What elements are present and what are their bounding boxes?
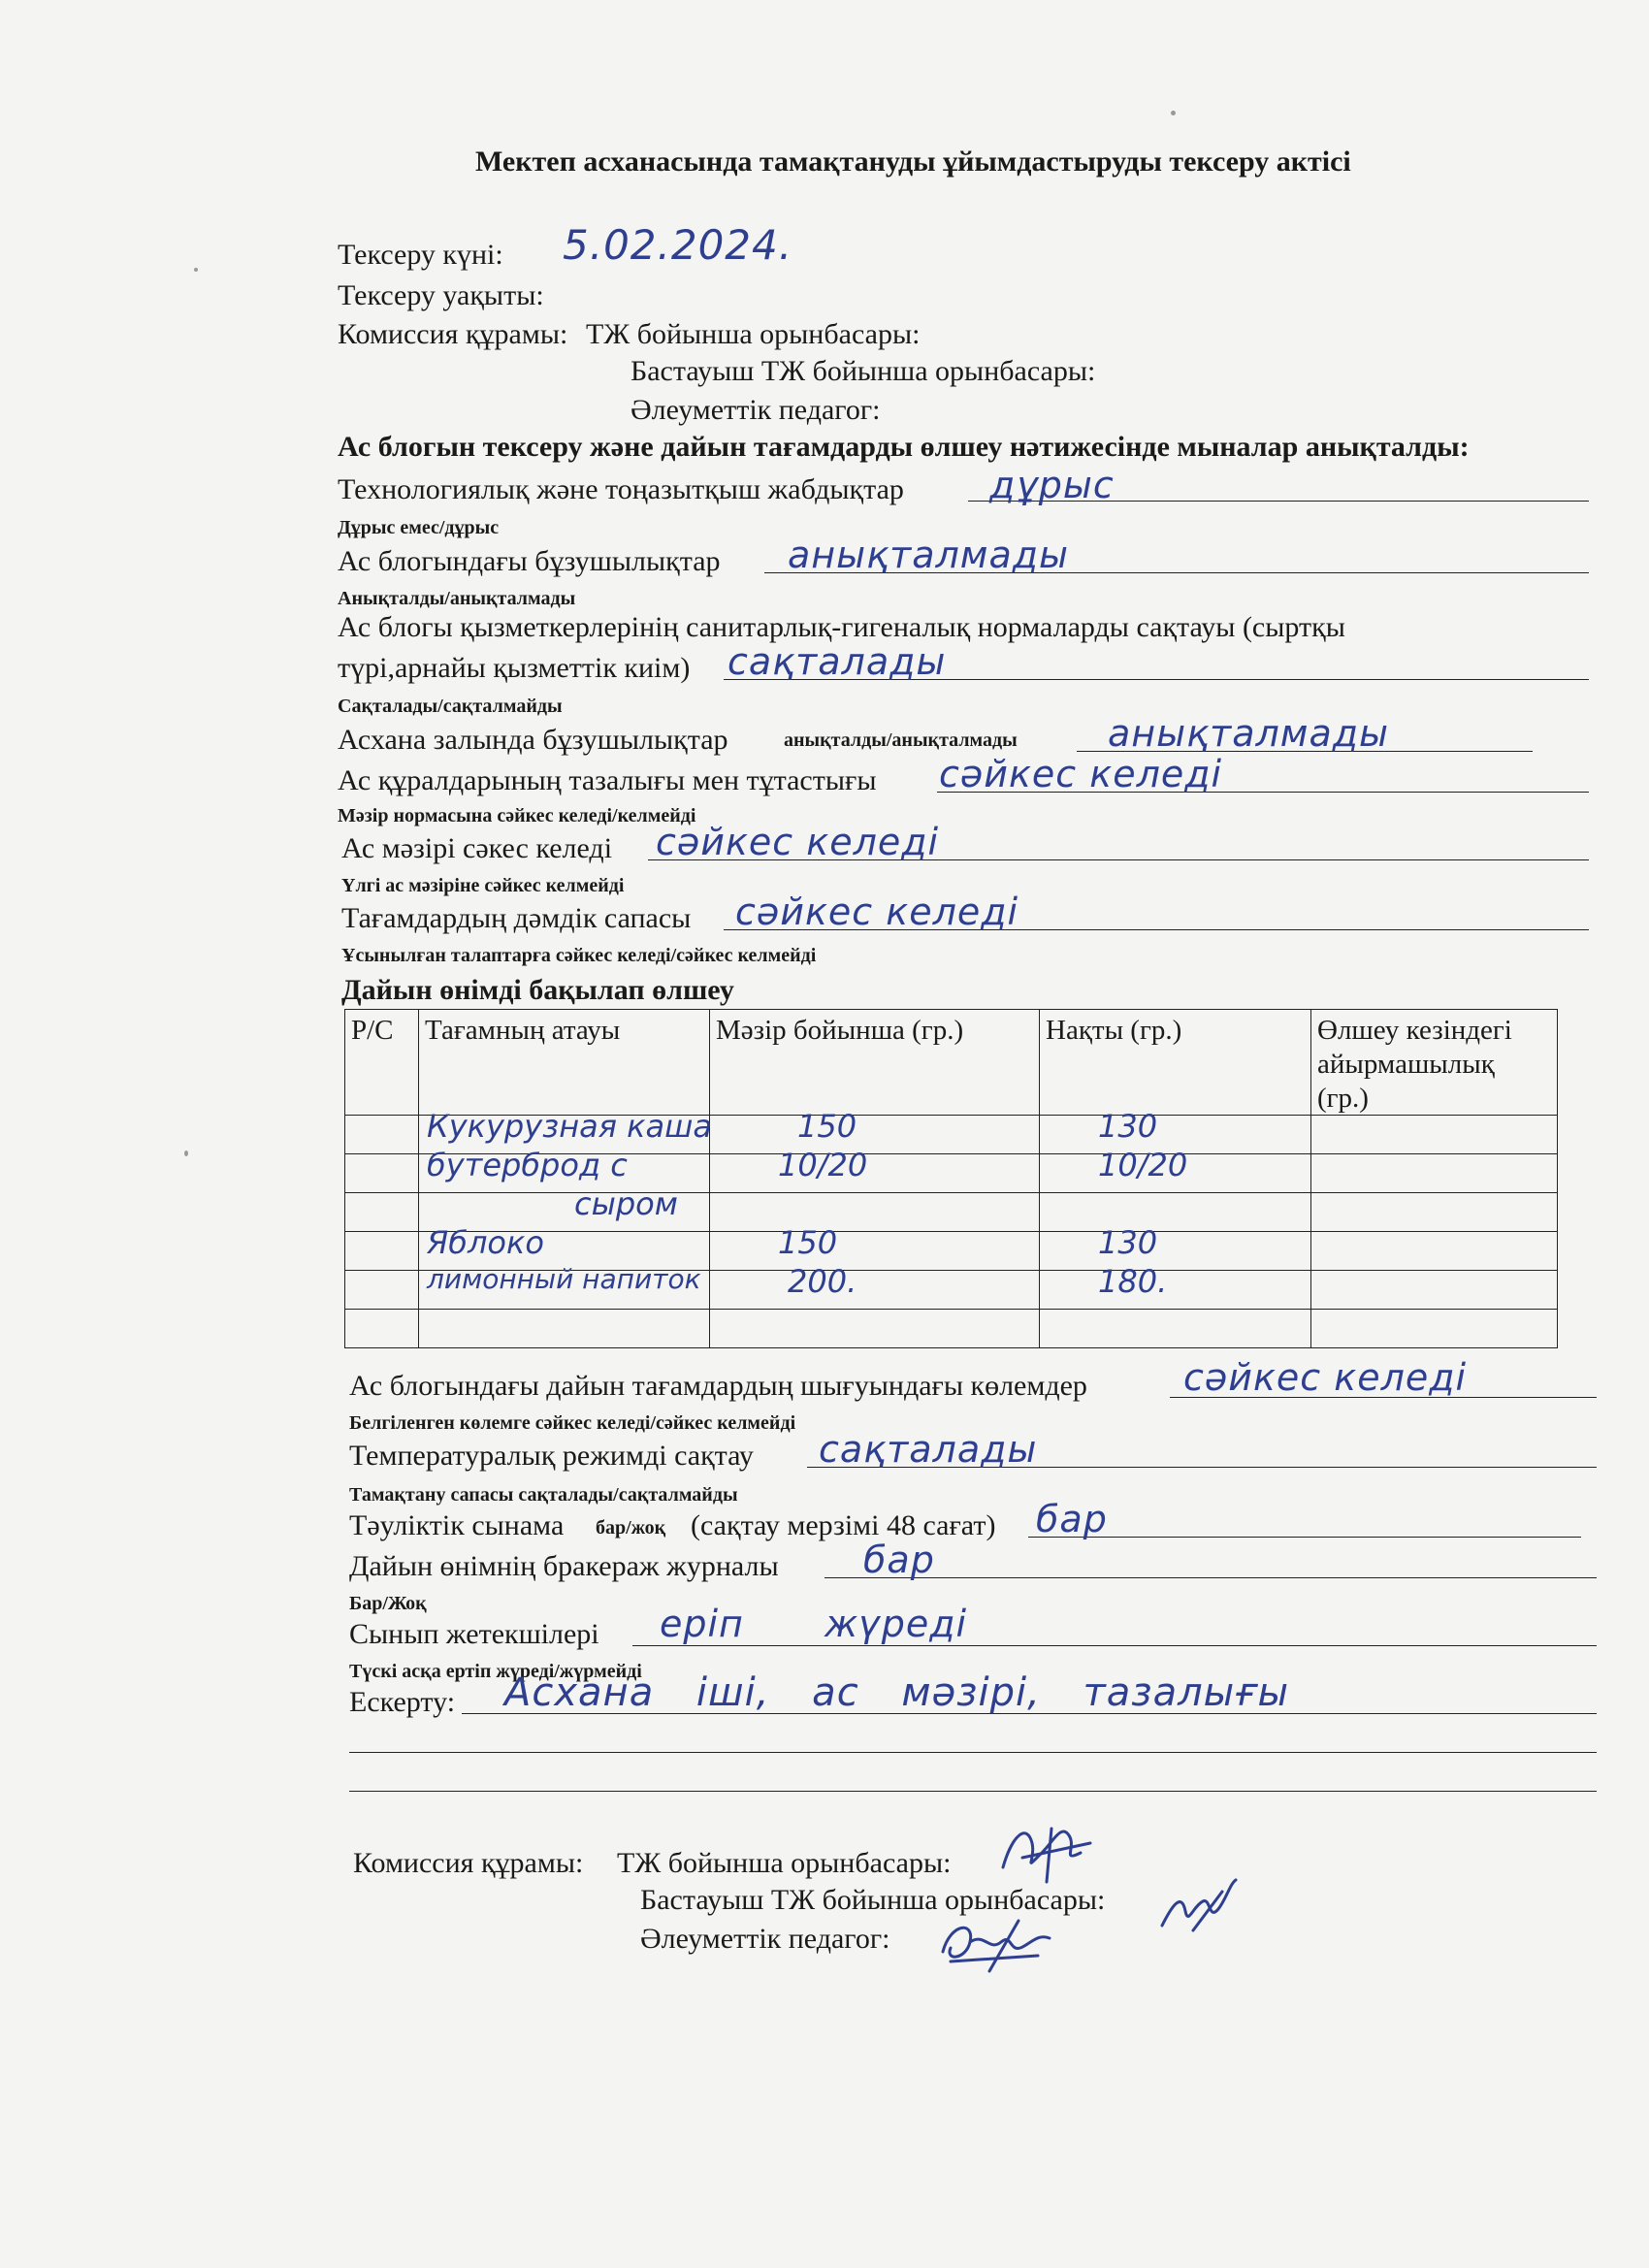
table-cell <box>345 1154 419 1193</box>
section-heading: Ас блогын тексеру және дайын тағамдарды өлшеу нәтижесінде мыналар анықталды: <box>338 431 1470 463</box>
temperature-label: Температуралық режимді сақтау <box>349 1440 754 1472</box>
table-cell <box>345 1310 419 1348</box>
sample-line <box>1028 1537 1581 1538</box>
note-label: Ескерту: <box>349 1686 456 1718</box>
table-cell <box>1311 1193 1558 1232</box>
time-label: Тексеру уақыты: <box>338 279 544 311</box>
hall-label-small: анықталды/анықталмады <box>784 729 1018 751</box>
date-label: Тексеру күні: <box>338 239 503 271</box>
sample-label-small: бар/жоқ <box>596 1517 666 1539</box>
table-cell: 200. <box>710 1271 1040 1310</box>
violations-value-handwritten: анықталмады <box>788 534 1070 576</box>
table-cell: 10/20 <box>1040 1154 1311 1193</box>
table-cell <box>345 1116 419 1154</box>
commission-member-3: Әлеуметтік педагог: <box>630 394 881 426</box>
table-cell: 150 <box>710 1116 1040 1154</box>
table-cell <box>345 1193 419 1232</box>
table-cell <box>1311 1310 1558 1348</box>
taste-label: Тағамдардың дәмдік сапасы <box>341 902 692 934</box>
footer-member-3: Әлеуметтік педагог: <box>640 1923 890 1955</box>
table-cell: 130 <box>1040 1232 1311 1271</box>
sample-label-retention: (сақтау мерзімі 48 сағат) <box>691 1509 996 1541</box>
table-cell: Яблоко <box>419 1232 710 1271</box>
signature-3 <box>931 1913 1057 1981</box>
commission-label: Комиссия құрамы: <box>338 318 568 350</box>
hall-label: Асхана залында бұзушылықтар <box>338 724 728 756</box>
table-cell <box>1311 1116 1558 1154</box>
table-cell: 180. <box>1040 1271 1311 1310</box>
measurement-table <box>344 1009 1558 1348</box>
measure-heading: Дайын өнімді бақылап өлшеу <box>341 974 734 1006</box>
table-cell <box>1040 1310 1311 1348</box>
temperature-value-handwritten: сақталады <box>819 1428 1038 1471</box>
note-line-3 <box>349 1791 1597 1792</box>
table-row <box>345 1310 1558 1348</box>
table-row <box>345 1154 1558 1193</box>
table-cell <box>345 1271 419 1310</box>
scan-speck <box>194 268 198 272</box>
taste-value-handwritten: сәйкес келеді <box>735 891 1019 933</box>
commission-member-2: Бастауыш ТЖ бойынша орынбасары: <box>630 355 1096 387</box>
menu-hint: Үлгі ас мәзіріне сәйкес келмейді <box>341 875 625 896</box>
utensils-label: Ас құралдарының тазалығы мен тұтастығы <box>338 764 877 796</box>
table-cell: бутерброд с <box>419 1154 710 1193</box>
table-cell <box>419 1310 710 1348</box>
hall-value-handwritten: анықталмады <box>1108 712 1390 755</box>
table-cell: Кукурузная каша <box>419 1116 710 1154</box>
date-value-handwritten: 5.02.2024. <box>563 221 793 269</box>
teachers-hint: Түскі асқа ертіп жүреді/жүрмейді <box>349 1661 642 1682</box>
violations-label: Ас блогындағы бұзушылықтар <box>338 545 721 577</box>
column-header: Өлшеу кезіндегі айырмашылық (гр.) <box>1311 1010 1558 1116</box>
column-header: Тағамның атауы <box>419 1010 710 1116</box>
signature-1 <box>993 1814 1100 1892</box>
equipment-label: Технологиялық және тоңазытқыш жабдықтар <box>338 473 904 505</box>
table-cell <box>710 1193 1040 1232</box>
violations-hint: Анықталды/анықталмады <box>338 588 576 609</box>
journal-value-handwritten: бар <box>863 1539 935 1581</box>
menu-label: Ас мәзірі сәкес келеді <box>341 832 613 864</box>
signature-2 <box>1154 1872 1242 1940</box>
sanitary-label-line2: түрі,арнайы қызметтік киім) <box>338 652 691 684</box>
note-value-handwritten: Асхана іші, ас мәзірі, тазалығы <box>504 1670 1290 1715</box>
journal-label: Дайын өнімнің бракераж журналы <box>349 1550 779 1582</box>
column-header: Нақты (гр.) <box>1040 1010 1311 1116</box>
table-cell <box>710 1310 1040 1348</box>
footer-member-1: ТЖ бойынша орынбасары: <box>617 1847 952 1879</box>
menu-value-handwritten: сәйкес келеді <box>656 821 940 863</box>
table-header-row <box>345 1010 1558 1116</box>
output-value-handwritten: сәйкес келеді <box>1183 1356 1468 1399</box>
equipment-value-handwritten: дұрыс <box>989 464 1115 506</box>
sanitary-value-handwritten: сақталады <box>728 640 947 683</box>
equipment-hint: Дұрыс емес/дұрыс <box>338 517 500 538</box>
teachers-line <box>632 1645 1597 1646</box>
taste-hint: Ұсынылған талаптарға сәйкес келеді/сәйкес келмейді <box>341 945 817 966</box>
table-row <box>345 1271 1558 1310</box>
scan-speck <box>184 1150 188 1156</box>
teachers-label: Сынып жетекшілері <box>349 1618 599 1650</box>
sanitary-hint: Сақталады/сақталмайды <box>338 696 563 717</box>
note-line-2 <box>349 1752 1597 1753</box>
document-title: Мектеп асханасында тамақтануды ұйымдастыруды тексеру актісі <box>475 146 1351 178</box>
table-cell: сыром <box>419 1193 710 1232</box>
utensils-hint: Мәзір нормасына сәйкес келеді/келмейді <box>338 805 696 826</box>
column-header: Р/С <box>345 1010 419 1116</box>
output-hint: Белгіленген көлемге сәйкес келеді/сәйкес келмейді <box>349 1412 796 1434</box>
table-cell: лимонный напиток <box>419 1271 710 1310</box>
table-cell: 130 <box>1040 1116 1311 1154</box>
table-cell <box>1311 1232 1558 1271</box>
utensils-value-handwritten: сәйкес келеді <box>939 753 1223 795</box>
sample-label: Тәуліктік сынама <box>349 1509 565 1541</box>
footer-commission-label: Комиссия құрамы: <box>353 1847 584 1879</box>
sanitary-label-line1: Ас блогы қызметкерлерінің санитарлық-гигеналық нормаларды сақтауы (сыртқы <box>338 611 1345 643</box>
column-header: Мәзір бойынша (гр.) <box>710 1010 1040 1116</box>
table-cell: 10/20 <box>710 1154 1040 1193</box>
temperature-hint: Тамақтану сапасы сақталады/сақталмайды <box>349 1484 738 1506</box>
sample-value-handwritten: бар <box>1036 1498 1108 1540</box>
journal-hint: Бар/Жоқ <box>349 1593 427 1614</box>
commission-member-1: ТЖ бойынша орынбасары: <box>586 318 921 350</box>
table-cell <box>1040 1193 1311 1232</box>
table-cell <box>1311 1271 1558 1310</box>
table-cell: 150 <box>710 1232 1040 1271</box>
footer-member-2: Бастауыш ТЖ бойынша орынбасары: <box>640 1884 1106 1916</box>
teachers-value-handwritten: еріп жүреді <box>660 1603 968 1645</box>
table-cell <box>345 1232 419 1271</box>
output-label: Ас блогындағы дайын тағамдардың шығуындағы көлемдер <box>349 1370 1087 1402</box>
scan-speck <box>1171 111 1176 115</box>
journal-line <box>824 1577 1597 1578</box>
table-cell <box>1311 1154 1558 1193</box>
